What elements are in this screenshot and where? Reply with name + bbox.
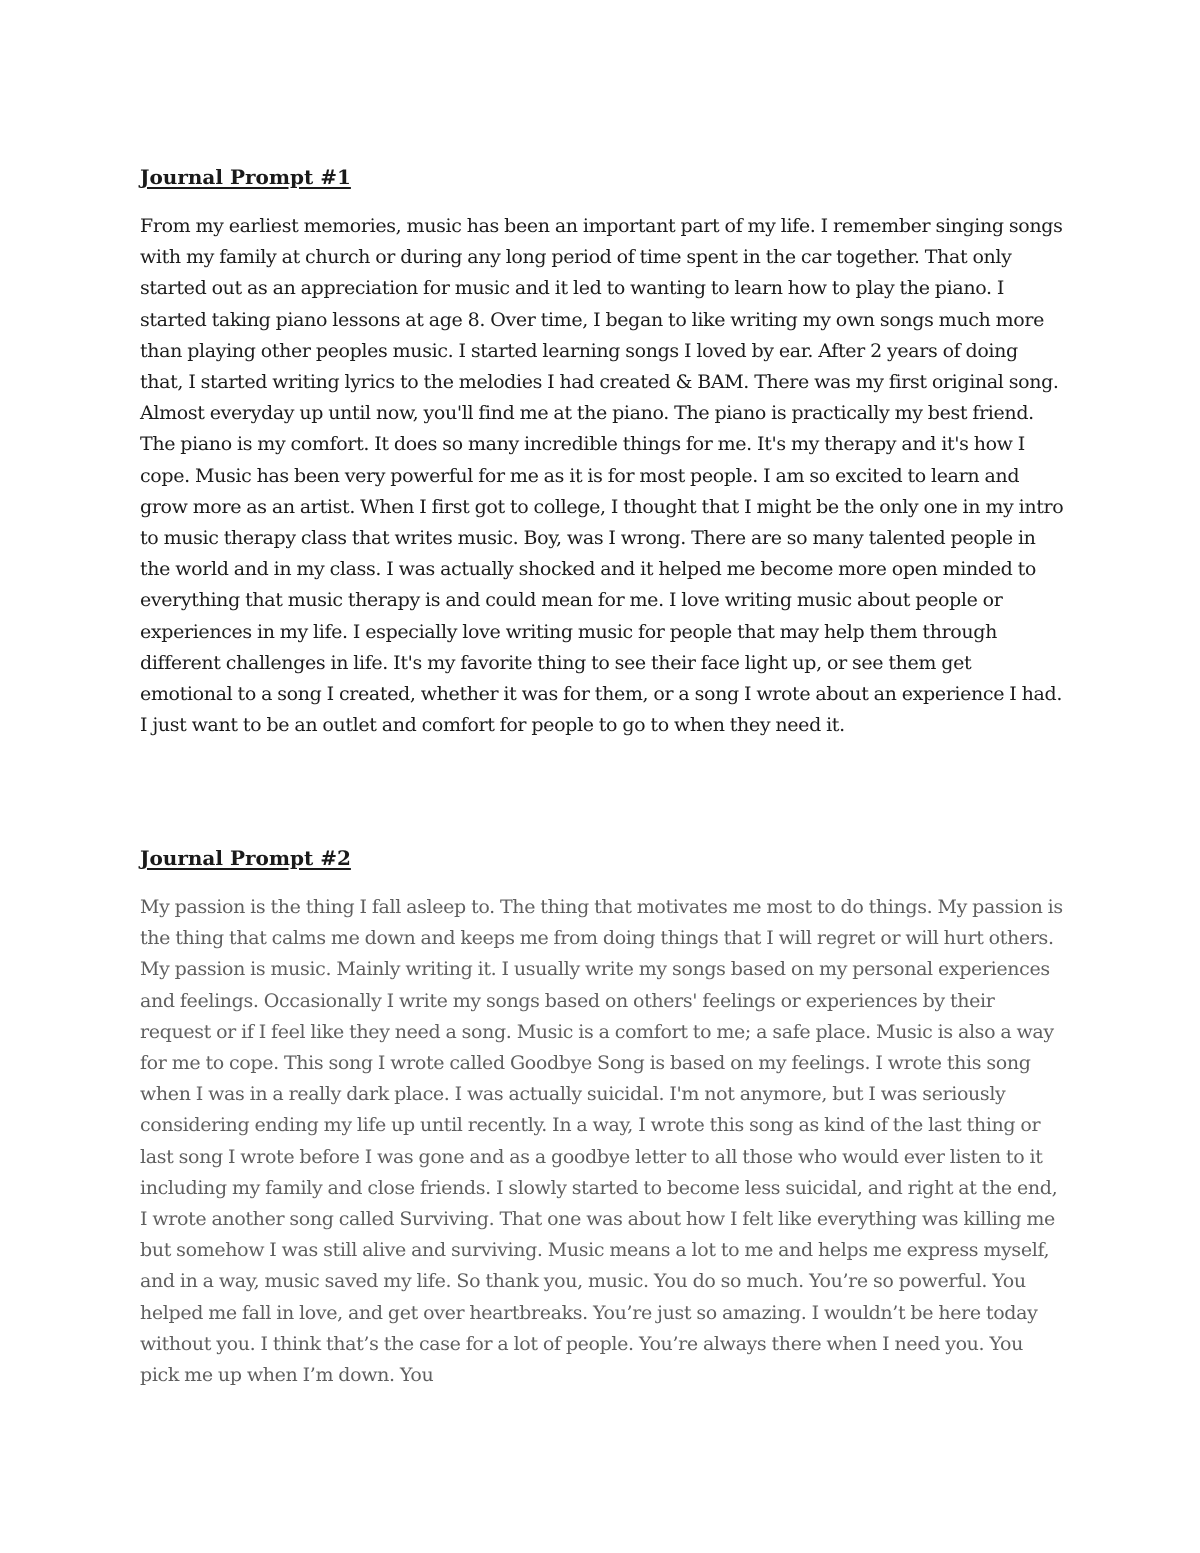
- journal-prompt-2-section: [140, 843, 1065, 1391]
- journal-prompt-1-body: From my earliest memories, music has been an important part of my life. I remember singing songs with my family at church or during any long period of time spent in the car together. That only started out as an appreciation for music and it led to wanting to learn how to play the piano. I started taking piano lessons at age 8. Over time, I began to like writing my own songs much more than playing other peoples music. I started learning songs I loved by ear. After 2 years of doing that, I started writing lyrics to the melodies I had created & BAM. There was my first original song. Almost everyday up until now, you'll find me at the piano. The piano is practically my best friend. The piano is my comfort. It does so many incredible things for me. It's my therapy and it's how I cope. Music has been very powerful for me as it is for most people. I am so excited to learn and grow more as an artist. When I first got to college, I thought that I might be the only one in my intro to music therapy class that writes music. Boy, was I wrong. There are so many talented people in the world and in my class. I was actually shocked and it helped me become more open minded to everything that music therapy is and could mean for me. I love writing music about people or experiences in my life. I especially love writing music for people that may help them through different challenges in life. It's my favorite thing to see their face light up, or see them get emotional to a song I created, whether it was for them, or a song I wrote about an experience I had. I just want to be an outlet and comfort for people to go to when they need it.: [140, 215, 1064, 737]
- journal-prompt-2-body: My passion is the thing I fall asleep to. The thing that motivates me most to do things. My passion is the thing that calms me down and keeps me from doing things that I will regret or will hurt others. My passion is music. Mainly writing it. I usually write my songs based on my personal experiences and feelings. Occasionally I write my songs based on others' feelings or experiences by their request or if I feel like they need a song. Music is a comfort to me; a safe place. Music is also a way for me to cope. This song I wrote called Goodbye Song is based on my feelings. I wrote this song when I was in a really dark place. I was actually suicidal. I'm not anymore, but I was seriously considering ending my life up until recently. In a way, I wrote this song as kind of the last thing or last song I wrote before I was gone and as a goodbye letter to all those who would ever listen to it including my family and close friends. I slowly started to become less suicidal, and right at the end, I wrote another song called Surviving. That one was about how I felt like everything was killing me but somehow I was still alive and surviving. Music means a lot to me and helps me express myself, and in a way, music saved my life. So thank you, music. You do so much. You’re so powerful. You helped me fall in love, and get over heartbreaks. You’re just so amazing. I wouldn’t be here today without you. I think that’s the case for a lot of people. You’re always there when I need you. You pick me up when I’m down. You: [140, 896, 1063, 1387]
- journal-prompt-2-heading: Journal Prompt #2: [140, 846, 351, 870]
- journal-prompt-1-section: [140, 162, 1065, 741]
- journal-prompt-1-heading: Journal Prompt #1: [140, 165, 351, 189]
